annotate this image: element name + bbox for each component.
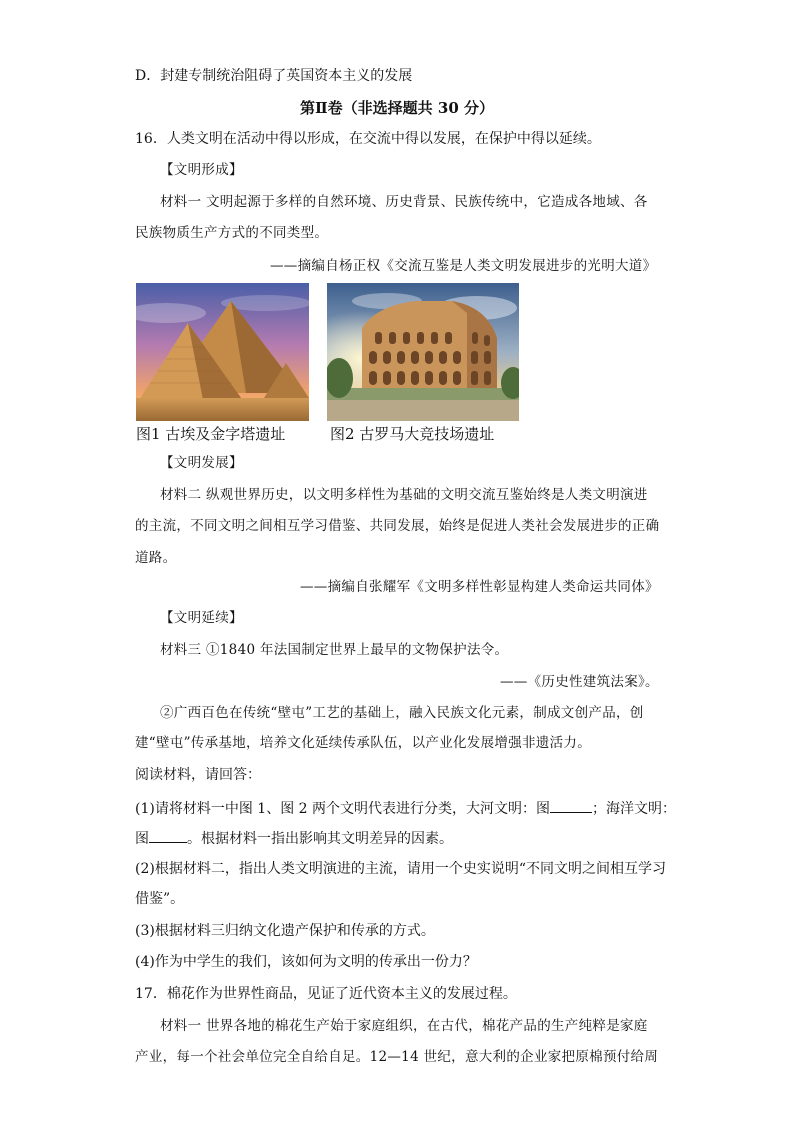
material-2-source: ——摘编自张耀军《文明多样性彰显构建人类命运共同体》 [300,579,659,595]
material-1-line-2: 民族物质生产方式的不同类型。 [135,225,329,241]
question-16: 16．人类文明在活动中得以形成，在交流中得以发展，在保护中得以延续。 [135,131,601,147]
q17-material-1-line-1: 材料一 世界各地的棉花生产始于家庭组织，在古代，棉花产品的生产纯粹是家庭 [160,1018,648,1034]
answer-blank-ocean[interactable] [149,828,187,843]
subquestion-1-text-a: (1)请将材料一中图 1、图 2 两个文明代表进行分类，大河文明：图 [135,801,550,817]
subquestion-2-line-1: (2)根据材料二，指出人类文明演进的主流，请用一个史实说明“不同文明之间相互学习 [135,861,666,877]
material-2-line-2: 的主流，不同文明之间相互学习借鉴、共同发展，始终是促进人类社会发展进步的正确 [135,518,660,534]
material-3-source: ——《历史性建筑法案》。 [500,674,659,690]
subquestion-1-text-d: 。根据材料一指出影响其文明差异的因素。 [187,831,453,847]
q17-material-1-line-2: 产业，每一个社会单位完全自给自足。12—14 世纪，意大利的企业家把原棉预付给周 [135,1049,659,1065]
subquestion-1-text-b: ；海洋文明： [592,801,676,817]
caption-figure-2: 图2 古罗马大竞技场遗址 [330,425,495,443]
subquestion-1-text-c: 图 [135,831,149,847]
subquestion-1-line-1 [135,798,676,818]
material-2-line-3: 道路。 [135,550,177,566]
read-prompt: 阅读材料，请回答： [135,767,261,783]
section-title: 第Ⅱ卷（非选择题共 30 分） [300,99,494,117]
option-d: D．封建专制统治阻碍了英国资本主义的发展 [135,68,413,84]
material-3-line-3: 建“壁屯”传承基地，培养文化延续传承队伍，以产业化发展增强非遗活力。 [135,735,592,751]
tag-civilization-development: 【文明发展】 [160,455,243,471]
material-3-line-2: ②广西百色在传统“壁屯”工艺的基础上，融入民族文化元素，制成文创产品，创 [160,705,644,721]
material-1-source: ——摘编自杨正权《交流互鉴是人类文明发展进步的光明大道》 [270,258,657,274]
subquestion-2-line-2: 借鉴”。 [135,891,185,907]
material-1-line-1: 材料一 文明起源于多样的自然环境、历史背景、民族传统中，它造成各地域、各 [160,194,648,210]
subquestion-3: (3)根据材料三归纳文化遗产保护和传承的方式。 [135,923,435,939]
material-3-line-1: 材料三 ①1840 年法国制定世界上最早的文物保护法令。 [160,642,509,658]
tag-civilization-formation: 【文明形成】 [160,162,243,178]
colosseum-illustration [327,283,519,421]
pyramids-illustration [136,283,309,421]
tag-civilization-continuation: 【文明延续】 [160,610,243,626]
question-17: 17．棉花作为世界性商品，见证了近代资本主义的发展过程。 [135,986,517,1002]
pyramids-photo [136,283,309,421]
material-2-line-1: 材料二 纵观世界历史，以文明多样性为基础的文明交流互鉴始终是人类文明演进 [160,487,648,503]
subquestion-4: (4)作为中学生的我们，该如何为文明的传承出一份力？ [135,954,477,970]
caption-figure-1: 图1 古埃及金字塔遗址 [136,425,286,443]
colosseum-photo [327,283,519,421]
subquestion-1-line-2 [135,828,453,848]
answer-blank-river[interactable] [550,798,592,813]
